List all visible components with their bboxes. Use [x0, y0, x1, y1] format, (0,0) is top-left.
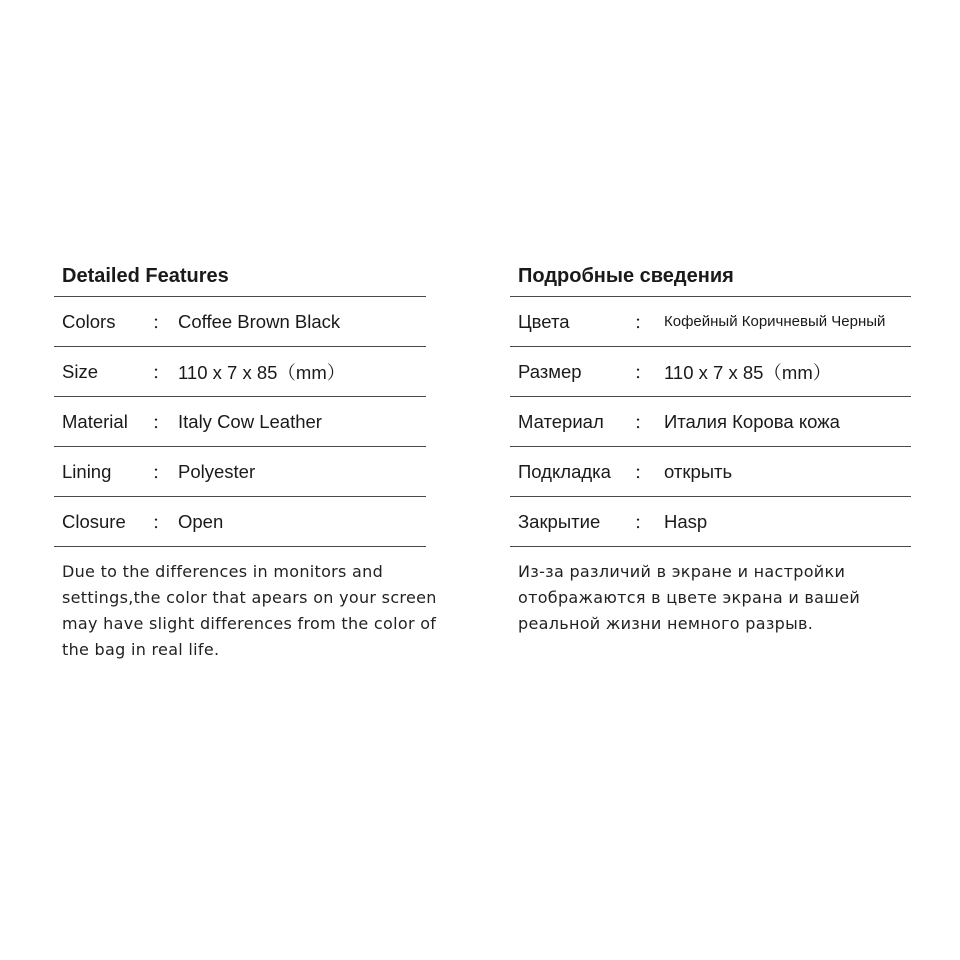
spec-value: Polyester — [178, 460, 256, 482]
features-heading: Detailed Features — [54, 258, 426, 297]
spec-value: Italy Cow Leather — [178, 410, 322, 432]
spec-label: Lining — [62, 460, 112, 482]
spec-label: Colors — [62, 310, 116, 332]
spec-label: Материал — [518, 410, 604, 432]
spec-label: Подкладка — [518, 460, 611, 482]
spec-value: Hasp — [664, 510, 708, 532]
spec-value: Кофейный Коричневый Черный — [664, 313, 886, 330]
spec-separator: ： — [151, 461, 171, 483]
spec-value: 110 x 7 x 85（mm） — [664, 361, 832, 383]
spec-separator: ： — [151, 311, 171, 333]
spec-label: Size — [62, 360, 98, 382]
spec-value: Open — [178, 510, 224, 532]
spec-row-lining — [510, 447, 911, 497]
spec-value: Coffee Brown Black — [178, 310, 341, 332]
spec-separator: ： — [151, 361, 171, 383]
spec-row-material — [510, 397, 911, 447]
spec-label: Closure — [62, 510, 126, 532]
spec-label: Размер — [518, 360, 582, 382]
spec-row-size — [510, 347, 911, 397]
spec-separator: ： — [633, 461, 653, 483]
spec-separator: ： — [633, 411, 653, 433]
features-panel-russian — [510, 258, 911, 637]
spec-row-closure — [54, 497, 426, 547]
spec-row-size — [54, 347, 426, 397]
spec-separator: ： — [151, 411, 171, 433]
spec-label: Material — [62, 410, 128, 432]
spec-row-colors — [510, 297, 911, 347]
spec-value: открыть — [664, 460, 733, 482]
spec-row-lining — [54, 447, 426, 497]
spec-label: Закрытие — [518, 510, 601, 532]
spec-separator: ： — [633, 311, 653, 333]
spec-value: Италия Корова кожа — [664, 410, 840, 432]
spec-row-closure — [510, 497, 911, 547]
spec-label: Цвета — [518, 310, 570, 332]
features-panel-english — [54, 258, 437, 663]
spec-row-material — [54, 397, 426, 447]
spec-value: 110 x 7 x 85（mm） — [178, 361, 346, 383]
color-disclaimer-note: Из-за различий в экране и настройки отображаются в цвете экрана и вашей реальной жизни немного разрыв. — [518, 562, 861, 633]
spec-row-colors — [54, 297, 426, 347]
features-heading: Подробные сведения — [510, 258, 911, 297]
spec-separator: ： — [151, 511, 171, 533]
spec-separator: ： — [633, 511, 653, 533]
color-disclaimer-note: Due to the differences in monitors and settings,the color that apears on your screen may have slight differences from the color of the bag in real life. — [62, 562, 437, 659]
spec-separator: ： — [633, 361, 653, 383]
